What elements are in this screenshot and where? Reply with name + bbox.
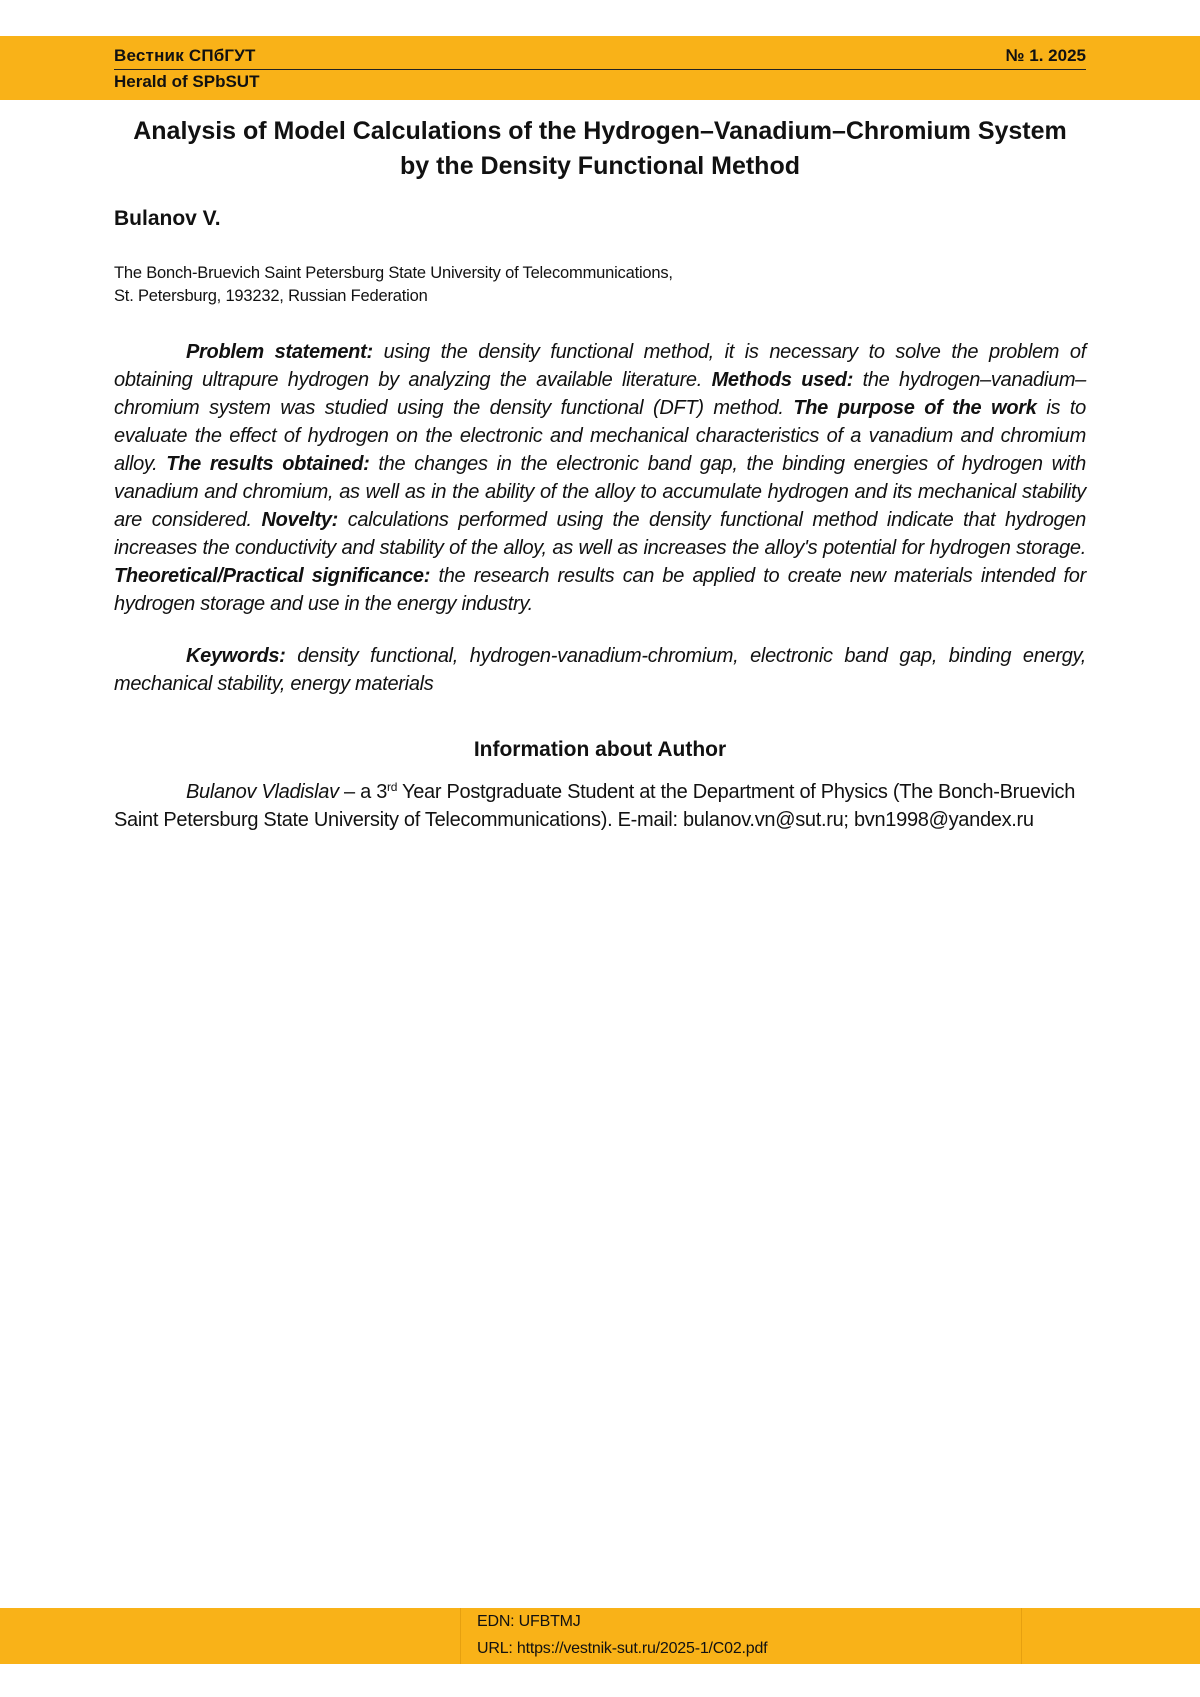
header-divider [114, 69, 1086, 70]
journal-name-ru: Вестник СПбГУТ [114, 46, 256, 66]
keywords-paragraph [114, 642, 1086, 698]
author-info-text-1: – a 3 [339, 781, 387, 803]
keywords [114, 642, 1086, 698]
keywords-text: density functional, hydrogen-vanadium-chromium, electronic band gap, binding energy, mechanical stability, energy materials [114, 645, 1086, 695]
header-band [0, 36, 1200, 100]
abstract-paragraph [114, 338, 1086, 618]
novelty-label: Novelty: [262, 509, 339, 531]
abstract [114, 338, 1086, 618]
methods-text: the hydrogen–vanadium–chromium system was studied using the density functional (DFT) method. [114, 369, 1086, 419]
affiliation-line-1: The Bonch-Bruevich Saint Petersburg State University of Telecommunications, [114, 262, 814, 285]
footer-edn: EDN: UFBTMJ [477, 1613, 581, 1631]
results-text: the changes in the electronic band gap, the binding energies of hydrogen with vanadium and chromium, as well as in the ability of the alloy to accumulate hydrogen and its mechanical stability are considered. [114, 453, 1086, 531]
footer-band [0, 1608, 1200, 1664]
author-info-paragraph [114, 778, 1086, 834]
author-info-heading: Information about Author [114, 738, 1086, 762]
running-header [114, 44, 1086, 94]
affiliation-line-2: St. Petersburg, 193232, Russian Federation [114, 285, 814, 308]
novelty-text: calculations performed using the density functional method indicate that hydrogen increases the conductivity and stability of the alloy, as well as increases the alloy's potential for hydrogen storage. [114, 509, 1086, 559]
results-label: The results obtained: [166, 453, 369, 475]
problem-label: Problem statement: [186, 341, 373, 363]
journal-name-en: Herald of SPbSUT [114, 72, 259, 92]
purpose-text: is to evaluate the effect of hydrogen on the electronic and mechanical characteristics of a vanadium and chromium alloy. [114, 397, 1086, 475]
article-title [114, 114, 1086, 184]
ordinal-suffix: rd [387, 780, 397, 794]
significance-text: the research results can be applied to create new materials intended for hydrogen storage and use in the energy industry. [114, 565, 1086, 615]
author-full-name: Bulanov Vladislav [186, 781, 339, 803]
methods-label: Methods used: [712, 369, 854, 391]
author-name: Bulanov V. [114, 207, 221, 231]
issue-number: № 1. 2025 [1006, 46, 1086, 66]
problem-text: using the density functional method, it is necessary to solve the problem of obtaining ultrapure hydrogen by analyzing the available literature. [114, 341, 1086, 391]
author-info [114, 778, 1086, 834]
purpose-label: The purpose of the work [793, 397, 1036, 419]
author-info-text-2: Year Postgraduate Student at the Department of Physics (The Bonch-Bruevich Saint Petersburg State University of Telecommunications). E-mail: bulanov.vn@sut.ru; bvn1998@yandex.ru [114, 781, 1075, 831]
affiliation [114, 262, 814, 308]
footer-url[interactable]: URL: https://vestnik-sut.ru/2025-1/C02.pdf [477, 1640, 767, 1658]
significance-label: Theoretical/Practical significance: [114, 565, 430, 587]
footer-box [460, 1608, 1022, 1664]
keywords-label: Keywords: [186, 645, 286, 667]
title-line-1: Analysis of Model Calculations of the Hydrogen–Vanadium–Chromium System [114, 114, 1086, 149]
title-line-2: by the Density Functional Method [114, 149, 1086, 184]
